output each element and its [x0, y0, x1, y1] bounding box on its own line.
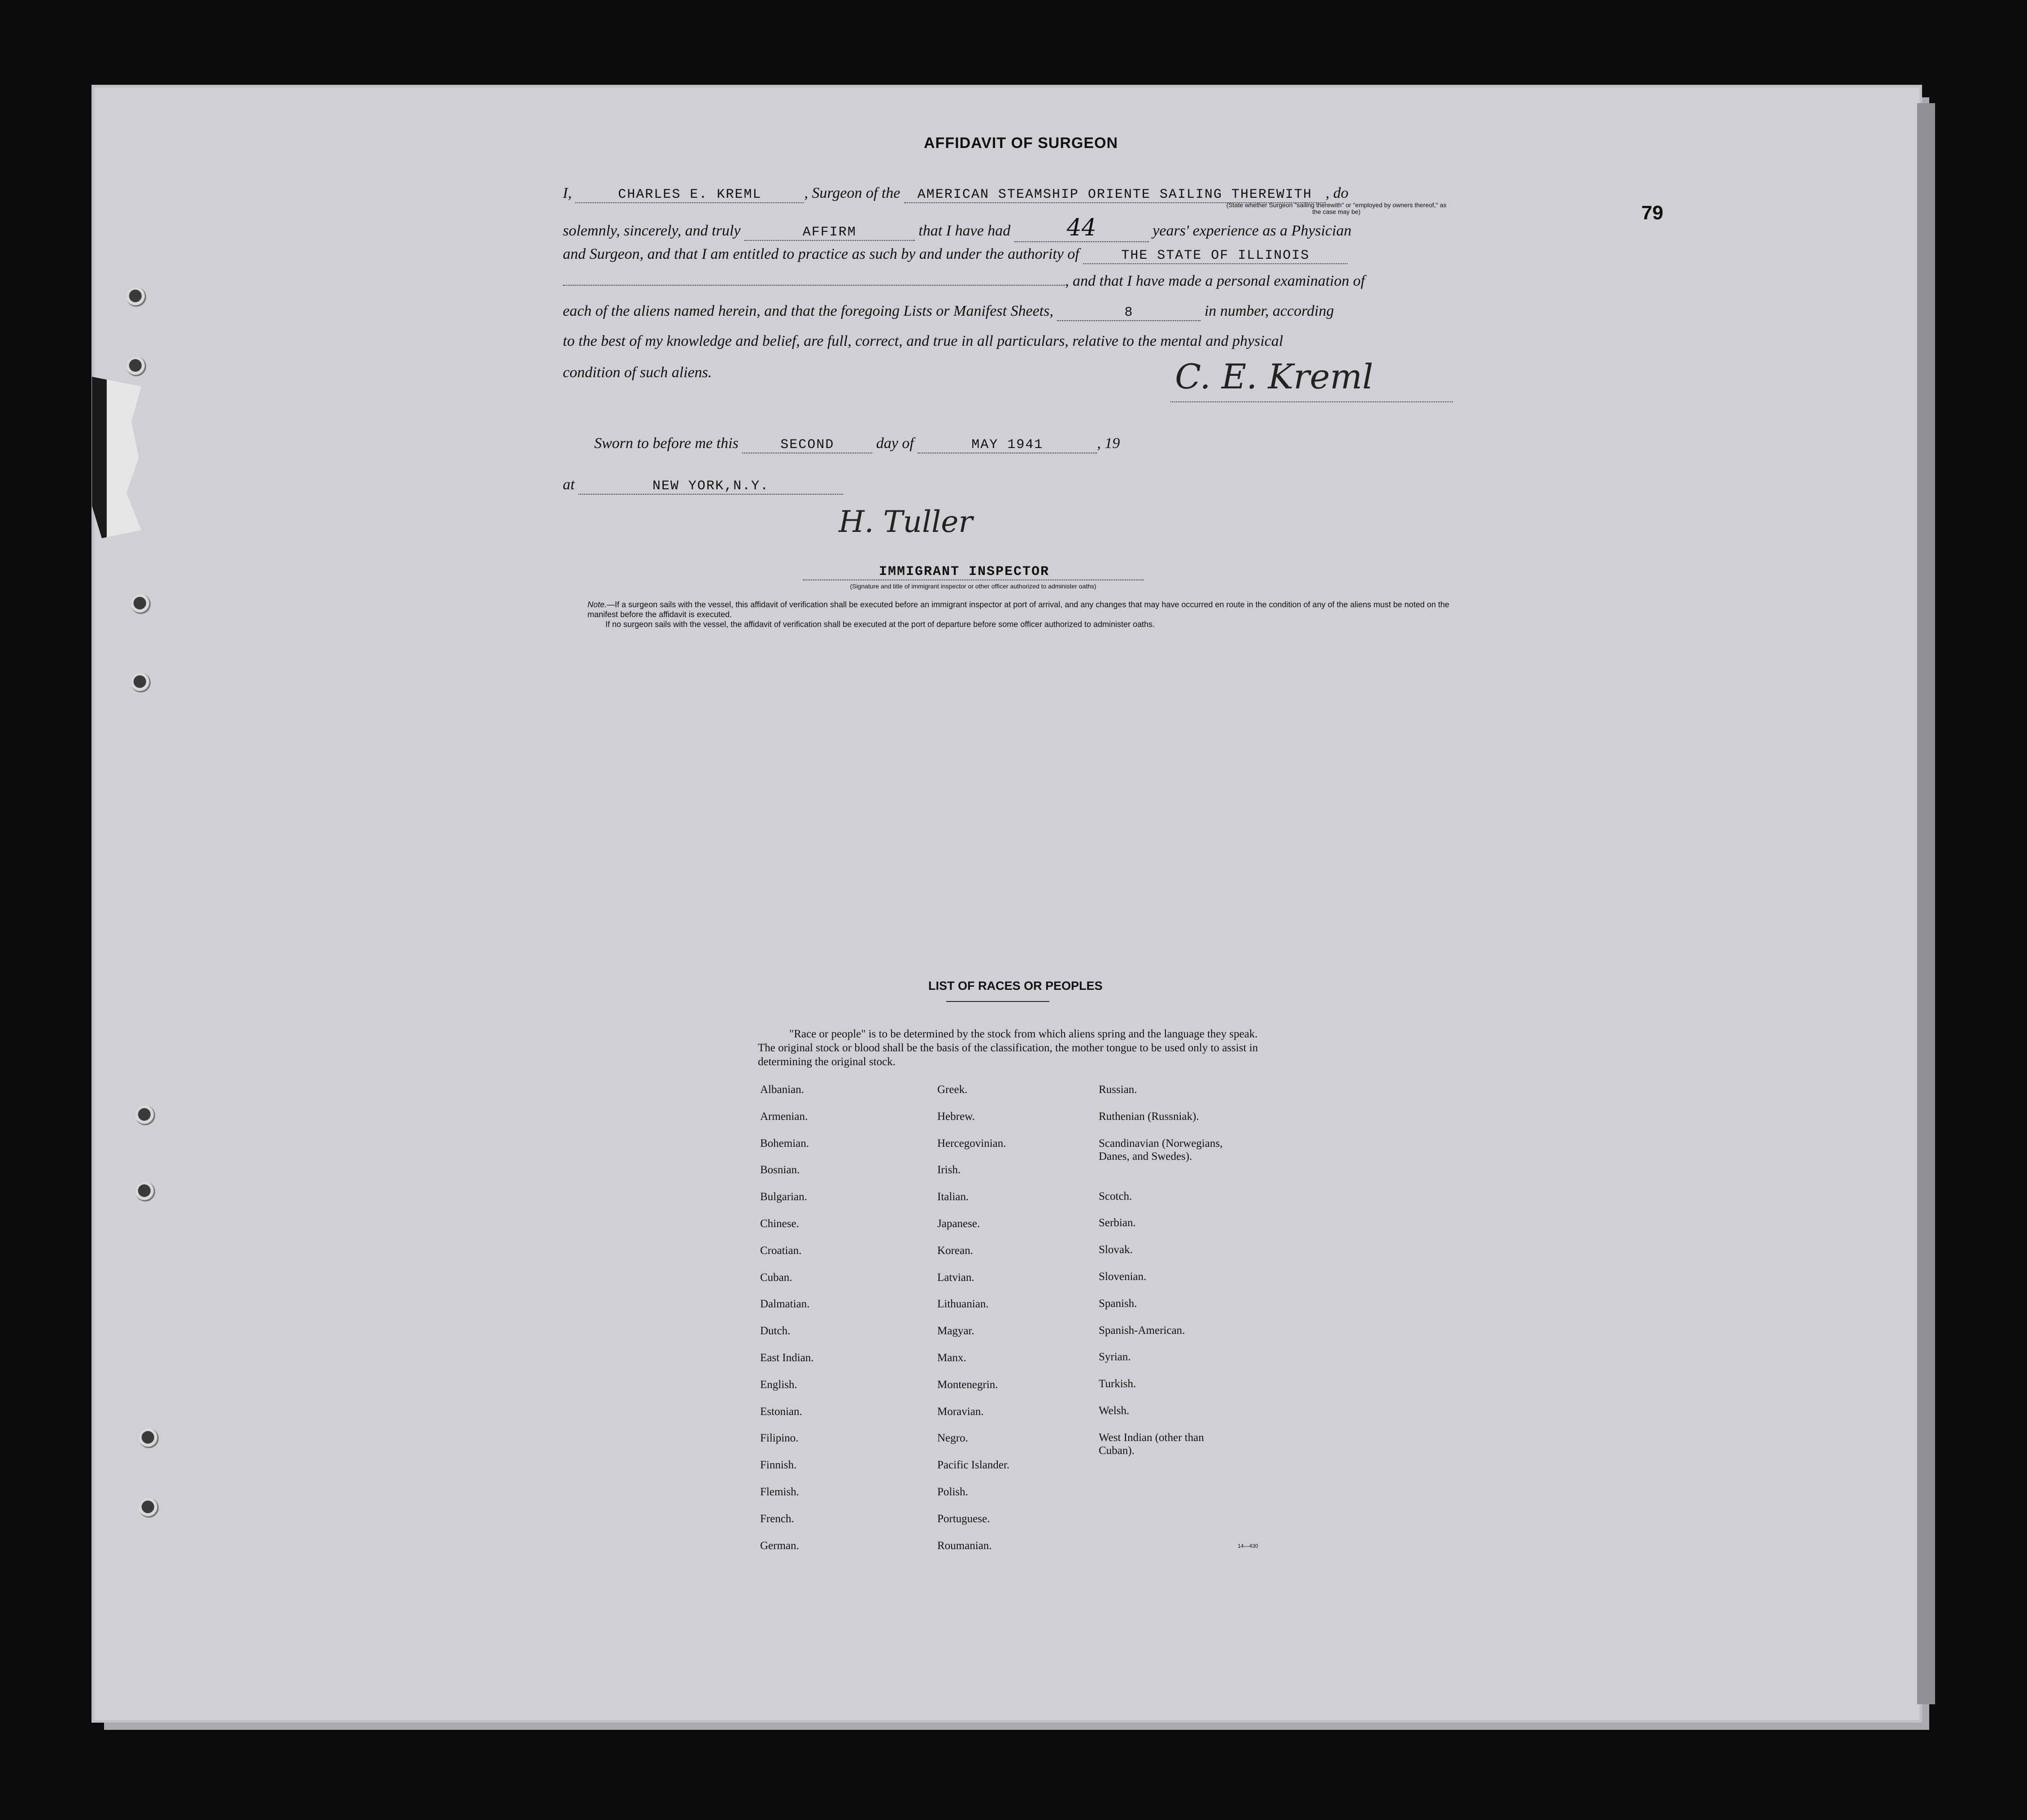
race-item: Italian. — [937, 1191, 969, 1203]
text: Sworn to before me this — [594, 435, 739, 452]
surgeon-name-field: CHARLES E. KREML — [575, 187, 804, 203]
binder-hole — [135, 1182, 155, 1202]
races-column-3 — [1099, 1083, 1222, 1458]
oath-field: AFFIRM — [744, 225, 915, 241]
race-item: Latvian. — [937, 1271, 974, 1284]
races-title-rule — [946, 1001, 1049, 1002]
sheets-count-field: 8 — [1057, 305, 1201, 321]
signature-line — [1170, 401, 1453, 402]
race-item: Bulgarian. — [760, 1191, 807, 1203]
race-item: Scandinavian (Norwegians, Danes, and Swedes). — [1099, 1137, 1223, 1163]
race-item: Estonian. — [760, 1405, 802, 1418]
text: solemnly, sincerely, and truly — [563, 222, 741, 239]
races-intro: "Race or people" is to be determined by the stock from which aliens spring and the language they speak. The original stock or blood shall be the basis of the classification, the mother tongue to be used only to assist in determining the original stock. — [758, 1028, 1258, 1068]
race-item: Bosnian. — [760, 1164, 800, 1176]
affidavit-line-5 — [563, 303, 1334, 321]
race-item: East Indian. — [760, 1351, 814, 1364]
authority-field: THE STATE OF ILLINOIS — [1083, 248, 1348, 264]
sheet-edge — [1917, 103, 1935, 1704]
race-item: Magyar. — [937, 1325, 974, 1337]
text: in number, according — [1204, 303, 1334, 319]
text: day of — [876, 435, 914, 452]
binder-hole — [131, 673, 151, 692]
race-item: French. — [760, 1512, 794, 1525]
race-item: Syrian. — [1099, 1351, 1131, 1363]
race-item: Spanish. — [1099, 1297, 1137, 1310]
text: and Surgeon, and that I am entitled to practice as such by and under the authority of — [563, 246, 1079, 262]
text: years' experience as a Physician — [1153, 222, 1352, 239]
race-item: Welsh. — [1099, 1404, 1130, 1417]
race-item: Finnish. — [760, 1459, 797, 1472]
race-item: Serbian. — [1099, 1217, 1136, 1229]
race-item: Scotch. — [1099, 1190, 1132, 1202]
binder-hole — [135, 1106, 155, 1125]
race-item: Slovak. — [1099, 1244, 1133, 1256]
sworn-day-field: SECOND — [742, 437, 872, 453]
text: , and that I have made a personal examination of — [1065, 273, 1365, 289]
race-item: Spanish-American. — [1099, 1324, 1185, 1337]
affidavit-line-4 — [563, 273, 1365, 290]
race-item: Manx. — [937, 1351, 966, 1364]
affidavit-line-7: condition of such aliens. — [563, 364, 712, 381]
race-item: Moravian. — [937, 1405, 984, 1418]
race-item: Croatian. — [760, 1244, 802, 1257]
race-item: Irish. — [937, 1164, 961, 1176]
race-item: Armenian. — [760, 1110, 808, 1123]
binder-hole — [131, 594, 151, 614]
affidavit-line-3 — [563, 246, 1348, 264]
bleed-through-text — [215, 489, 1875, 973]
race-item: Dutch. — [760, 1325, 791, 1337]
race-item: Negro. — [937, 1432, 968, 1445]
text: that I have had — [918, 222, 1011, 239]
race-item: Montenegrin. — [937, 1378, 998, 1391]
race-item: Lithuanian. — [937, 1298, 989, 1311]
race-item: Greek. — [937, 1084, 968, 1096]
binder-hole — [139, 1498, 159, 1518]
inspector-line — [803, 579, 1144, 580]
sworn-place-field: NEW YORK,N.Y. — [579, 479, 843, 495]
race-item: Hebrew. — [937, 1110, 975, 1123]
torn-margin — [92, 377, 141, 538]
race-item: Slovenian. — [1099, 1270, 1147, 1283]
vessel-field: AMERICAN STEAMSHIP ORIENTE SAILING THEREWITH — [904, 187, 1326, 203]
vessel-note: (State whether Surgeon "sailing therewith" or "employed by owners thereof," as the case may be) — [1226, 201, 1447, 215]
text: , do — [1325, 185, 1348, 201]
race-item: Ruthenian (Russniak). — [1099, 1110, 1199, 1123]
note-text-1: —If a surgeon sails with the vessel, this affidavit of verification shall be executed before an immigrant inspector at port of arrival, and any changes that may have occurred en route in the condition of any of the aliens must be noted on the manifest before the affidavit is executed. — [587, 600, 1449, 619]
race-item: Russian. — [1099, 1084, 1137, 1096]
races-title: LIST OF RACES OR PEOPLES — [928, 979, 1103, 993]
race-item: Cuban. — [760, 1271, 792, 1284]
text: , Surgeon of the — [804, 185, 900, 201]
race-item: Roumanian. — [937, 1539, 992, 1552]
sworn-line — [594, 435, 1120, 453]
race-item: Turkish. — [1099, 1378, 1136, 1390]
page-number: 79 — [1641, 202, 1663, 224]
binder-hole — [126, 287, 146, 307]
races-column-2 — [937, 1083, 1009, 1566]
race-item: Hercegovinian. — [937, 1137, 1006, 1149]
years-field: 44 — [1014, 214, 1149, 242]
sworn-month-field: MAY 1941 — [918, 437, 1097, 453]
race-item: Flemish. — [760, 1485, 799, 1498]
race-item: Korean. — [937, 1244, 973, 1257]
binder-hole — [126, 357, 146, 376]
affidavit-line-2 — [563, 214, 1352, 242]
text: , 19 — [1097, 435, 1120, 452]
text: I, — [563, 185, 572, 201]
note-text-2: If no surgeon sails with the vessel, the affidavit of verification shall be executed at the port of departure before some officer authorized to administer oaths. — [605, 620, 1155, 629]
races-column-1 — [760, 1083, 813, 1566]
affidavit-note — [587, 600, 1471, 629]
race-item: Albanian. — [760, 1084, 804, 1096]
affidavit-title: AFFIDAVIT OF SURGEON — [924, 135, 1118, 152]
text: at — [563, 476, 575, 493]
race-item: German. — [760, 1539, 799, 1552]
inspector-note: (Signature and title of immigrant inspector or other officer authorized to administer oaths) — [850, 583, 1096, 590]
sworn-place-line — [563, 476, 843, 495]
race-item: Chinese. — [760, 1217, 799, 1230]
form-number: 14—430 — [1238, 1543, 1258, 1549]
inspector-title: IMMIGRANT INSPECTOR — [879, 564, 1050, 579]
note-lead: Note. — [587, 600, 607, 609]
race-item: Filipino. — [760, 1432, 799, 1445]
authority-continuation-field — [563, 285, 1065, 286]
race-item: Japanese. — [937, 1217, 980, 1230]
text: each of the aliens named herein, and that the foregoing Lists or Manifest Sheets, — [563, 303, 1053, 319]
race-item: West Indian (other than Cuban). — [1099, 1431, 1204, 1457]
affidavit-line-1 — [563, 185, 1348, 203]
affidavit-line-6: to the best of my knowledge and belief, are full, correct, and true in all particulars, relative to the mental and physical — [563, 333, 1283, 349]
race-item: Polish. — [937, 1485, 968, 1498]
inspector-signature: H. Tuller — [839, 505, 973, 539]
race-item: Portuguese. — [937, 1512, 990, 1525]
race-item: Bohemian. — [760, 1137, 809, 1149]
binder-hole — [139, 1428, 159, 1448]
race-item: English. — [760, 1378, 797, 1391]
surgeon-signature: C. E. Kreml — [1175, 357, 1374, 396]
race-item: Pacific Islander. — [937, 1459, 1010, 1472]
race-item: Dalmatian. — [760, 1298, 810, 1311]
